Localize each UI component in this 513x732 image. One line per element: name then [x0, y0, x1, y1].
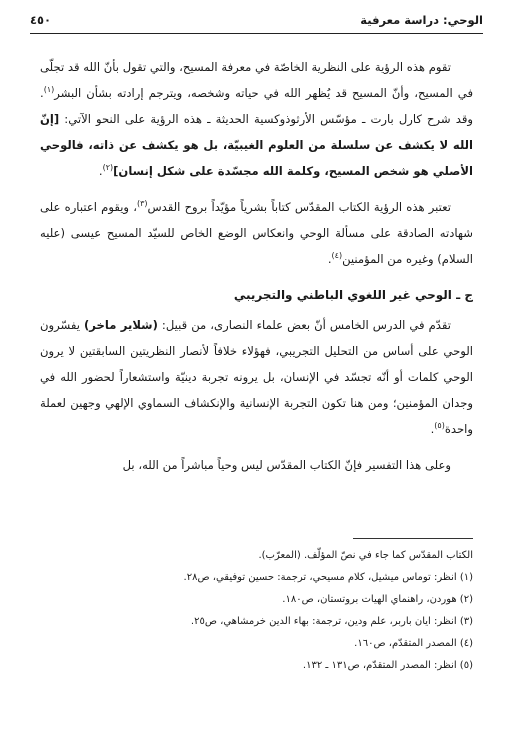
paragraph-2-end: . — [327, 252, 332, 266]
footnote-ref-3: (٣) — [136, 199, 148, 209]
footnote-ref-5: (٥) — [434, 421, 445, 431]
page-body — [40, 54, 473, 488]
footnotes — [40, 538, 473, 677]
footnote-ref-4: (٤) — [331, 251, 343, 261]
paragraph-2 — [40, 194, 473, 272]
section-heading: ج ـ الوحي غير اللغوي الباطني والتجريبي — [233, 288, 473, 302]
footnote-divider — [353, 538, 473, 539]
paragraph-3-text: تقدّم في الدرس الخامس أنّ بعض علماء النصارى، من قبيل: — [157, 318, 451, 332]
footnote-ref-1: (١) — [43, 85, 55, 95]
paragraph-1-text-2: . وقد شرح كارل بارت ـ مؤسّس الأرثوذوكسية الحديثة ـ هذه الرؤية على النحو الآتي: — [40, 86, 473, 126]
footnote-ref-2: (٢) — [102, 163, 114, 173]
paragraph-1 — [40, 54, 473, 184]
footnote-1: (١) انظر: توماس ميشيل، كلام مسيحي، ترجمة: حسين توفيقي، ص٢٨. — [183, 572, 473, 583]
page-number: ٤٥٠ — [30, 13, 52, 27]
footnote-5: (٥) انظر: المصدر المتقدّم، ص١٣١ ـ ١٣٢. — [302, 660, 473, 671]
paragraph-2-text: تعتبر هذه الرؤية الكتاب المقدّس كتاباً بشرياً مؤيّداً بروح القدس — [147, 200, 451, 214]
paragraph-3-end: . — [430, 422, 435, 436]
footnote-4: (٤) المصدر المتقدّم، ص١٦٠. — [354, 638, 473, 649]
footnote-3: (٣) انظر: ايان باربر، علم ودين، ترجمة: بهاء الدين خرمشاهي، ص٢٥. — [190, 616, 473, 627]
paragraph-4: وعلى هذا التفسير فإنّ الكتاب المقدّس ليس وحياً مباشراً من الله، بل — [122, 458, 451, 472]
schleiermacher-name: (شلاير ماخر) — [84, 318, 158, 332]
paragraph-3 — [40, 312, 473, 442]
running-title: الوحي: دراسة معرفية — [360, 13, 483, 27]
paragraph-1-end: . — [98, 164, 103, 178]
paragraph-3-text-2: يفسّرون الوحي على أساس من التحليل التجريبي، فهؤلاء خلافاً لأنصار النظريتين السابقتين لا يرون الوحي كلمات أو أنّه تجسّد في الإنسان، بل يرونه تجربة دينيّة واستشعاراً لحضور الله في وجدان المؤمنين؛ ومن هنا تكون التجربة الإنسانية والإنكشاف السماوي الإلهي وجهين لعملة واحدة — [40, 318, 473, 436]
barth-quote: [إنّ الله لا يكشف عن سلسلة من العلوم الغيبيّة، بل هو يكشف عن ذاته، فالوحي الأصلي هو شخص المسيح، وكلمة الله مجسّدة على شكل إنسان] — [40, 112, 473, 178]
paragraph-1-text: تقوم هذه الرؤية على النظرية الخاصّة في معرفة المسيح، والتي تقول بأنّ الله قد تجلّى في المسيح، وأنّ المسيح قد يُظهر الله في حياته وشخصه، ويترجم إرادته بشأن البشر — [40, 60, 473, 100]
page-header — [30, 10, 483, 34]
paragraph-2-text-2: ، ويقوم اعتباره على شهادته الصادقة على مسألة الوحي وانعكاس الوضع الخاص للسيّد المسيح عيسى (عليه السلام) وغيره من المؤمنين — [40, 200, 473, 266]
footnote-translator-note: الكتاب المقدّس كما جاء في نصّ المؤلّف. (المعرّب). — [258, 550, 473, 561]
footnote-2: (٢) هوردن، راهنماي الهيات بروتستان، ص١٨٠. — [282, 594, 473, 605]
